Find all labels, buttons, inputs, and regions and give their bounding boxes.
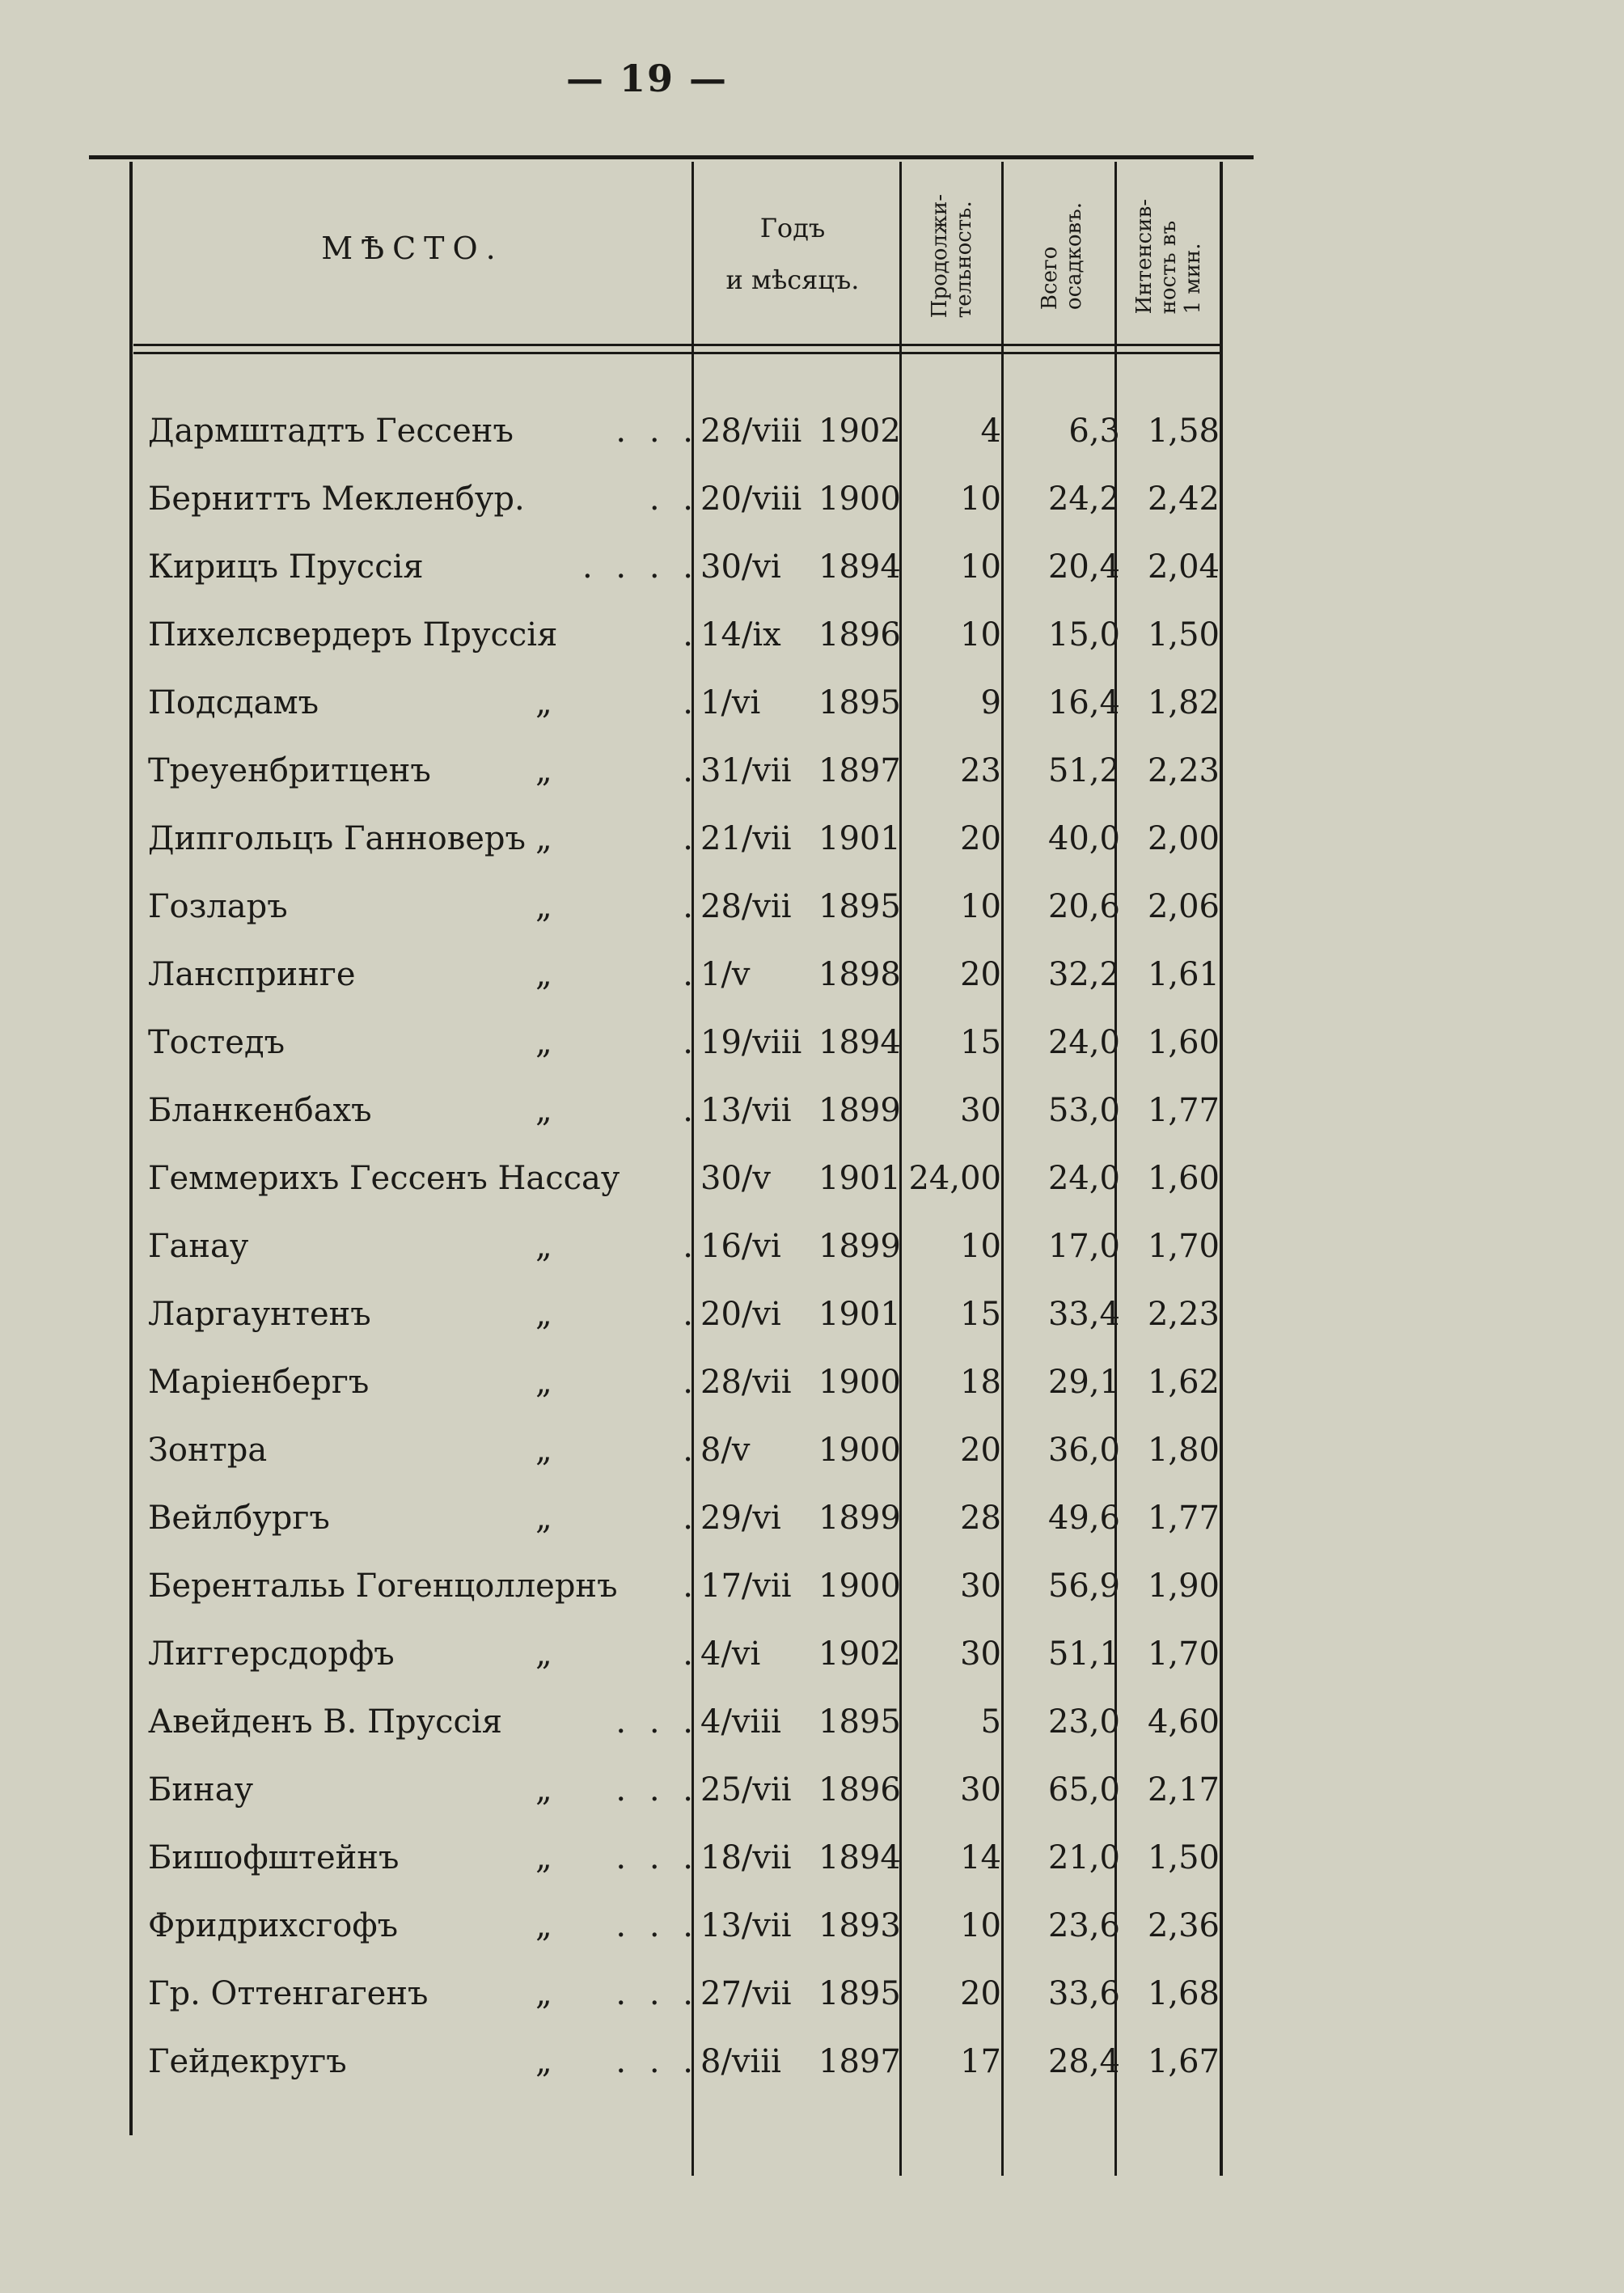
header-duration-text: Продолжи- тельность. bbox=[927, 194, 976, 319]
date-cell: 27/vii bbox=[700, 1975, 792, 2012]
dot-leader: . bbox=[683, 752, 700, 789]
duration-cell: 23 bbox=[960, 752, 1001, 789]
duration-cell: 20 bbox=[960, 820, 1001, 857]
year-cell: 1901 bbox=[818, 820, 901, 857]
intensity-cell: 2,42 bbox=[1147, 480, 1220, 518]
duration-cell: 20 bbox=[960, 1975, 1001, 2012]
place-cell: Ганау bbox=[148, 1228, 249, 1265]
intensity-cell: 1,77 bbox=[1147, 1500, 1220, 1537]
dot-leader: . bbox=[683, 1364, 700, 1401]
duration-cell: 14 bbox=[960, 1839, 1001, 1876]
total-cell: 20,6 bbox=[1047, 888, 1120, 925]
duration-cell: 18 bbox=[960, 1364, 1001, 1401]
duration-cell: 10 bbox=[960, 548, 1001, 586]
duration-cell: 20 bbox=[960, 1432, 1001, 1469]
table-row bbox=[0, 948, 1624, 1016]
intensity-cell: 1,60 bbox=[1147, 1024, 1220, 1061]
intensity-cell: 1,50 bbox=[1147, 1839, 1220, 1876]
year-cell: 1900 bbox=[818, 1567, 901, 1605]
year-cell: 1901 bbox=[818, 1160, 901, 1197]
place-cell: Дармштадтъ Гессенъ bbox=[148, 412, 514, 450]
duration-cell: 15 bbox=[960, 1024, 1001, 1061]
ditto-mark: „ bbox=[535, 888, 552, 925]
date-cell: 30/vi bbox=[700, 548, 781, 586]
intensity-cell: 4,60 bbox=[1147, 1703, 1220, 1741]
year-cell: 1895 bbox=[818, 684, 901, 721]
dot-leader: . bbox=[683, 888, 700, 925]
place-cell: Берентальь Гогенцоллернъ bbox=[148, 1567, 618, 1605]
ditto-mark: „ bbox=[535, 752, 552, 789]
ditto-mark: „ bbox=[535, 1500, 552, 1537]
place-cell: Зонтра bbox=[148, 1432, 268, 1469]
duration-cell: 15 bbox=[960, 1296, 1001, 1333]
table-row bbox=[0, 1356, 1624, 1424]
ditto-mark: „ bbox=[535, 1839, 552, 1876]
total-cell: 6,3 bbox=[1068, 412, 1120, 450]
total-cell: 21,0 bbox=[1047, 1839, 1120, 1876]
ditto-mark: „ bbox=[535, 1771, 552, 1809]
header-date-line2: и мѣсяцъ. bbox=[725, 264, 860, 295]
ditto-mark: „ bbox=[535, 1975, 552, 2012]
intensity-cell: 1,50 bbox=[1147, 616, 1220, 654]
year-cell: 1902 bbox=[818, 412, 901, 450]
year-cell: 1896 bbox=[818, 1771, 901, 1809]
ditto-mark: „ bbox=[535, 1432, 552, 1469]
place-cell: Фридрихсгофъ bbox=[148, 1907, 399, 1944]
table-row bbox=[0, 1288, 1624, 1356]
total-cell: 24,2 bbox=[1047, 480, 1120, 518]
place-cell: Ланспринге bbox=[148, 956, 356, 993]
place-cell: Гр. Оттенгагенъ bbox=[148, 1975, 429, 2012]
year-cell: 1895 bbox=[818, 888, 901, 925]
table-row bbox=[0, 1220, 1624, 1288]
duration-cell: 4 bbox=[980, 412, 1001, 450]
duration-cell: 10 bbox=[960, 616, 1001, 654]
duration-cell: 24,00 bbox=[908, 1160, 1001, 1197]
table-row bbox=[0, 1695, 1624, 1763]
table-row bbox=[0, 1152, 1624, 1220]
place-cell: Авейденъ В. Пруссія bbox=[148, 1703, 502, 1741]
date-cell: 31/vii bbox=[700, 752, 792, 789]
header-duration bbox=[901, 167, 1002, 346]
duration-cell: 30 bbox=[960, 1092, 1001, 1129]
total-cell: 24,0 bbox=[1047, 1160, 1120, 1197]
year-cell: 1899 bbox=[818, 1500, 901, 1537]
duration-cell: 17 bbox=[960, 2043, 1001, 2080]
duration-cell: 30 bbox=[960, 1635, 1001, 1673]
dot-leader: . bbox=[683, 956, 700, 993]
place-cell: Лиггерсдорфъ bbox=[148, 1635, 395, 1673]
year-cell: 1897 bbox=[818, 752, 901, 789]
year-cell: 1902 bbox=[818, 1635, 901, 1673]
total-cell: 33,6 bbox=[1047, 1975, 1120, 2012]
ditto-mark: „ bbox=[535, 1907, 552, 1944]
dot-leader: . bbox=[683, 1296, 700, 1333]
date-cell: 8/v bbox=[700, 1432, 751, 1469]
dot-leader: . . . bbox=[615, 1975, 700, 2012]
date-cell: 29/vi bbox=[700, 1500, 781, 1537]
table-row bbox=[0, 812, 1624, 880]
total-cell: 65,0 bbox=[1047, 1771, 1120, 1809]
date-cell: 16/vi bbox=[700, 1228, 781, 1265]
total-cell: 53,0 bbox=[1047, 1092, 1120, 1129]
ditto-mark: „ bbox=[535, 1296, 552, 1333]
dot-leader: . . . bbox=[615, 1907, 700, 1944]
total-cell: 36,0 bbox=[1047, 1432, 1120, 1469]
table-row bbox=[0, 1899, 1624, 1967]
date-cell: 21/vii bbox=[700, 820, 792, 857]
table-row bbox=[0, 1763, 1624, 1831]
total-cell: 29,1 bbox=[1047, 1364, 1120, 1401]
place-cell: Геммерихъ Гессенъ Нассау bbox=[148, 1160, 620, 1197]
dot-leader: . bbox=[683, 1024, 700, 1061]
intensity-cell: 1,70 bbox=[1147, 1228, 1220, 1265]
total-cell: 33,4 bbox=[1047, 1296, 1120, 1333]
intensity-cell: 1,80 bbox=[1147, 1432, 1220, 1469]
dot-leader: . bbox=[683, 1228, 700, 1265]
place-cell: Бланкенбахъ bbox=[148, 1092, 372, 1129]
dot-leader: . . bbox=[649, 480, 700, 518]
year-cell: 1900 bbox=[818, 1432, 901, 1469]
place-cell: Гозларъ bbox=[148, 888, 288, 925]
ditto-mark: „ bbox=[535, 1635, 552, 1673]
ditto-mark: „ bbox=[535, 820, 552, 857]
duration-cell: 10 bbox=[960, 1228, 1001, 1265]
intensity-cell: 1,62 bbox=[1147, 1364, 1220, 1401]
date-cell: 18/vii bbox=[700, 1839, 792, 1876]
date-cell: 8/viii bbox=[700, 2043, 781, 2080]
ditto-mark: „ bbox=[535, 1024, 552, 1061]
dot-leader: . bbox=[683, 1635, 700, 1673]
date-cell: 17/vii bbox=[700, 1567, 792, 1605]
total-cell: 28,4 bbox=[1047, 2043, 1120, 2080]
place-cell: Дипгольцъ Ганноверъ bbox=[148, 820, 526, 857]
total-cell: 49,6 bbox=[1047, 1500, 1120, 1537]
place-cell: Ларгаунтенъ bbox=[148, 1296, 371, 1333]
dot-leader: . bbox=[683, 616, 700, 654]
intensity-cell: 1,58 bbox=[1147, 412, 1220, 450]
date-cell: 28/viii bbox=[700, 412, 802, 450]
dot-leader: . . . . bbox=[582, 548, 700, 586]
intensity-cell: 1,68 bbox=[1147, 1975, 1220, 2012]
total-cell: 17,0 bbox=[1047, 1228, 1120, 1265]
table-row bbox=[0, 676, 1624, 744]
intensity-cell: 1,67 bbox=[1147, 2043, 1220, 2080]
table-row bbox=[0, 404, 1624, 472]
total-cell: 15,0 bbox=[1047, 616, 1120, 654]
table-row bbox=[0, 2035, 1624, 2103]
total-cell: 51,2 bbox=[1047, 752, 1120, 789]
dot-leader: . bbox=[683, 1432, 700, 1469]
intensity-cell: 1,90 bbox=[1147, 1567, 1220, 1605]
date-cell: 14/ix bbox=[700, 616, 781, 654]
ditto-mark: „ bbox=[535, 684, 552, 721]
intensity-cell: 2,17 bbox=[1147, 1771, 1220, 1809]
page-number: — 19 — bbox=[565, 57, 729, 100]
duration-cell: 10 bbox=[960, 480, 1001, 518]
dot-leader: . bbox=[683, 1500, 700, 1537]
header-rule-bottom bbox=[133, 352, 1221, 354]
place-cell: Берниттъ Мекленбур. bbox=[148, 480, 525, 518]
year-cell: 1894 bbox=[818, 548, 901, 586]
ditto-mark: „ bbox=[535, 2043, 552, 2080]
table-top-rule bbox=[89, 155, 1254, 159]
duration-cell: 10 bbox=[960, 1907, 1001, 1944]
year-cell: 1901 bbox=[818, 1296, 901, 1333]
table-row bbox=[0, 1831, 1624, 1899]
ditto-mark: „ bbox=[535, 1092, 552, 1129]
place-cell: Кирицъ Пруссія bbox=[148, 548, 424, 586]
header-total bbox=[1007, 167, 1116, 346]
table-row bbox=[0, 744, 1624, 812]
place-cell: Маріенбергъ bbox=[148, 1364, 370, 1401]
total-cell: 32,2 bbox=[1047, 956, 1120, 993]
dot-leader: . bbox=[683, 820, 700, 857]
date-cell: 13/vii bbox=[700, 1092, 792, 1129]
place-cell: Подсдамъ bbox=[148, 684, 319, 721]
ditto-mark: „ bbox=[535, 1228, 552, 1265]
date-cell: 4/viii bbox=[700, 1703, 781, 1741]
place-cell: Бинау bbox=[148, 1771, 254, 1809]
intensity-cell: 2,00 bbox=[1147, 820, 1220, 857]
year-cell: 1893 bbox=[818, 1907, 901, 1944]
intensity-cell: 2,04 bbox=[1147, 548, 1220, 586]
duration-cell: 5 bbox=[980, 1703, 1001, 1741]
place-cell: Тостедъ bbox=[148, 1024, 285, 1061]
date-cell: 1/vi bbox=[700, 684, 761, 721]
year-cell: 1895 bbox=[818, 1975, 901, 2012]
place-cell: Треуенбритценъ bbox=[148, 752, 431, 789]
date-cell: 25/vii bbox=[700, 1771, 792, 1809]
header-total-text: Всего осадковъ. bbox=[1037, 202, 1086, 311]
intensity-cell: 1,61 bbox=[1147, 956, 1220, 993]
table-row bbox=[0, 472, 1624, 540]
place-cell: Гейдекругъ bbox=[148, 2043, 347, 2080]
table-row bbox=[0, 1559, 1624, 1627]
duration-cell: 20 bbox=[960, 956, 1001, 993]
intensity-cell: 2,23 bbox=[1147, 1296, 1220, 1333]
intensity-cell: 2,06 bbox=[1147, 888, 1220, 925]
table-row bbox=[0, 880, 1624, 948]
duration-cell: 30 bbox=[960, 1567, 1001, 1605]
year-cell: 1900 bbox=[818, 480, 901, 518]
year-cell: 1898 bbox=[818, 956, 901, 993]
dot-leader: . . . bbox=[615, 1703, 700, 1741]
intensity-cell: 1,82 bbox=[1147, 684, 1220, 721]
dot-leader: . bbox=[683, 684, 700, 721]
total-cell: 23,0 bbox=[1047, 1703, 1120, 1741]
date-cell: 13/vii bbox=[700, 1907, 792, 1944]
table-row bbox=[0, 1491, 1624, 1559]
date-cell: 19/viii bbox=[700, 1024, 802, 1061]
year-cell: 1899 bbox=[818, 1092, 901, 1129]
place-cell: Пихелсвердеръ Пруссія bbox=[148, 616, 558, 654]
intensity-cell: 2,23 bbox=[1147, 752, 1220, 789]
year-cell: 1894 bbox=[818, 1024, 901, 1061]
header-intensity-text: Интенсив- ность въ 1 мин. bbox=[1132, 198, 1205, 315]
year-cell: 1895 bbox=[818, 1703, 901, 1741]
total-cell: 24,0 bbox=[1047, 1024, 1120, 1061]
dot-leader: . . . bbox=[615, 2043, 700, 2080]
total-cell: 23,6 bbox=[1047, 1907, 1120, 1944]
ditto-mark: „ bbox=[535, 1364, 552, 1401]
total-cell: 51,1 bbox=[1047, 1635, 1120, 1673]
table-row bbox=[0, 1967, 1624, 2035]
dot-leader: . . . bbox=[615, 412, 700, 450]
dot-leader: . . . bbox=[615, 1839, 700, 1876]
date-cell: 1/v bbox=[700, 956, 751, 993]
date-cell: 28/vii bbox=[700, 1364, 792, 1401]
dot-leader: . . . bbox=[615, 1771, 700, 1809]
header-place: МѢСТО. bbox=[321, 231, 504, 266]
dot-leader: . bbox=[683, 1092, 700, 1129]
header-date bbox=[696, 202, 890, 306]
date-cell: 20/viii bbox=[700, 480, 802, 518]
intensity-cell: 1,70 bbox=[1147, 1635, 1220, 1673]
year-cell: 1897 bbox=[818, 2043, 901, 2080]
place-cell: Вейлбургъ bbox=[148, 1500, 330, 1537]
duration-cell: 28 bbox=[960, 1500, 1001, 1537]
intensity-cell: 1,60 bbox=[1147, 1160, 1220, 1197]
total-cell: 20,4 bbox=[1047, 548, 1120, 586]
date-cell: 4/vi bbox=[700, 1635, 761, 1673]
header-intensity bbox=[1118, 167, 1220, 346]
duration-cell: 10 bbox=[960, 888, 1001, 925]
total-cell: 16,4 bbox=[1047, 684, 1120, 721]
year-cell: 1896 bbox=[818, 616, 901, 654]
duration-cell: 9 bbox=[980, 684, 1001, 721]
year-cell: 1894 bbox=[818, 1839, 901, 1876]
table-row bbox=[0, 1016, 1624, 1084]
place-cell: Бишофштейнъ bbox=[148, 1839, 400, 1876]
dot-leader: . bbox=[683, 1567, 700, 1605]
table-row bbox=[0, 1084, 1624, 1152]
ditto-mark: „ bbox=[535, 956, 552, 993]
table-row bbox=[0, 608, 1624, 676]
header-date-line1: Годъ bbox=[759, 213, 826, 243]
total-cell: 40,0 bbox=[1047, 820, 1120, 857]
total-cell: 56,9 bbox=[1047, 1567, 1120, 1605]
intensity-cell: 2,36 bbox=[1147, 1907, 1220, 1944]
year-cell: 1899 bbox=[818, 1228, 901, 1265]
table-row bbox=[0, 540, 1624, 608]
intensity-cell: 1,77 bbox=[1147, 1092, 1220, 1129]
table-row bbox=[0, 1627, 1624, 1695]
date-cell: 28/vii bbox=[700, 888, 792, 925]
year-cell: 1900 bbox=[818, 1364, 901, 1401]
date-cell: 30/v bbox=[700, 1160, 771, 1197]
date-cell: 20/vi bbox=[700, 1296, 781, 1333]
table-row bbox=[0, 1424, 1624, 1491]
duration-cell: 30 bbox=[960, 1771, 1001, 1809]
